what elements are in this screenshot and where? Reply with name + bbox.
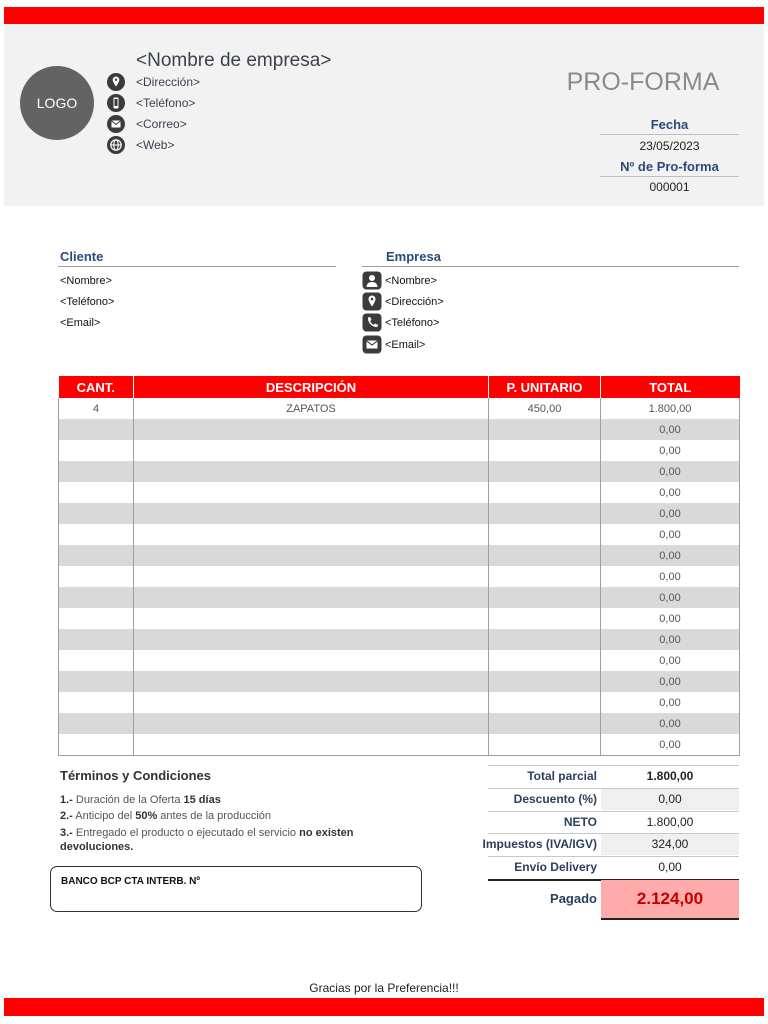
phone-icon <box>106 93 126 113</box>
cell-quantity <box>59 692 134 713</box>
cell-unit-price <box>489 545 601 566</box>
cell-unit-price <box>489 671 601 692</box>
contact-email-text: <Correo> <box>136 117 187 131</box>
contact-phone-text: <Teléfono> <box>136 96 196 110</box>
cell-quantity <box>59 503 134 524</box>
cell-unit-price <box>489 608 601 629</box>
subtotal-value: 1.800,00 <box>646 769 694 783</box>
contact-phone <box>106 93 195 113</box>
cell-description <box>134 650 489 671</box>
bank-account-box <box>50 866 422 912</box>
cell-total: 0,00 <box>601 461 740 482</box>
cell-total: 0,00 <box>601 440 740 461</box>
contact-web <box>106 135 174 155</box>
footer-thanks: Gracias por la Preferencia!!! <box>309 981 459 995</box>
number-divider <box>600 176 739 177</box>
cell-unit-price <box>489 734 601 756</box>
terms-title: Términos y Condiciones <box>60 768 211 783</box>
table-row <box>59 545 740 566</box>
cell-total: 0,00 <box>601 734 740 756</box>
cell-quantity <box>59 524 134 545</box>
cell-description <box>134 692 489 713</box>
company-logo: LOGO <box>20 66 94 140</box>
cell-description <box>134 608 489 629</box>
tax-value: 324,00 <box>601 834 739 855</box>
cell-quantity <box>59 713 134 734</box>
location-pin-icon <box>106 72 126 92</box>
client-phone: <Teléfono> <box>60 296 115 308</box>
cell-total: 0,00 <box>601 608 740 629</box>
cell-description <box>134 461 489 482</box>
subtotal-label: Total parcial <box>527 769 597 783</box>
company-address-text: <Dirección> <box>385 295 444 308</box>
table-row <box>59 671 740 692</box>
cell-quantity <box>59 629 134 650</box>
table-row <box>59 629 740 650</box>
cell-total: 0,00 <box>601 419 740 440</box>
discount-value: 0,00 <box>601 789 739 810</box>
paid-value: 2.124,00 <box>636 889 704 908</box>
table-header-row <box>59 376 740 398</box>
date-divider <box>600 134 739 135</box>
net-label: NETO <box>563 815 597 829</box>
tax-label: Impuestos (IVA/IGV) <box>482 837 597 851</box>
company-email-row <box>362 335 425 354</box>
top-accent-bar <box>4 7 764 24</box>
cell-description <box>134 671 489 692</box>
number-value: 000001 <box>649 180 690 194</box>
term-item: 2.- Anticipo del 50% antes de la producción <box>60 810 271 822</box>
cell-total: 0,00 <box>601 713 740 734</box>
mail-icon <box>106 114 126 134</box>
date-value: 23/05/2023 <box>639 139 700 153</box>
cell-quantity <box>59 419 134 440</box>
cell-quantity <box>59 734 134 756</box>
paid-label: Pagado <box>550 891 597 906</box>
cell-description <box>134 713 489 734</box>
term-item: 1.- Duración de la Oferta 15 días <box>60 794 221 806</box>
cell-description <box>134 440 489 461</box>
table-row <box>59 461 740 482</box>
cell-total: 1.800,00 <box>601 398 740 419</box>
company-name: <Nombre de empresa> <box>136 50 332 71</box>
cell-description <box>134 587 489 608</box>
cell-quantity <box>59 482 134 503</box>
cell-quantity <box>59 440 134 461</box>
company-address-row <box>362 292 444 311</box>
cell-total: 0,00 <box>601 524 740 545</box>
table-row <box>59 650 740 671</box>
cell-description <box>134 482 489 503</box>
bank-account-label: BANCO BCP CTA INTERB. Nº <box>61 876 201 887</box>
location-pin-icon <box>362 292 382 311</box>
date-label: Fecha <box>650 117 689 132</box>
table-row <box>59 734 740 756</box>
client-divider <box>58 266 336 267</box>
cell-unit-price: 450,00 <box>489 398 601 419</box>
header-quantity: CANT. <box>59 376 134 398</box>
delivery-label: Envío Delivery <box>514 860 597 874</box>
paid-bottom-rule <box>601 918 739 920</box>
table-row <box>59 419 740 440</box>
cell-description <box>134 545 489 566</box>
cell-unit-price <box>489 650 601 671</box>
cell-quantity <box>59 545 134 566</box>
cell-unit-price <box>489 419 601 440</box>
table-row <box>59 482 740 503</box>
table-row <box>59 440 740 461</box>
cell-description <box>134 419 489 440</box>
company-name-text: <Nombre> <box>385 274 437 287</box>
client-title: Cliente <box>60 249 104 264</box>
cell-quantity <box>59 608 134 629</box>
cell-unit-price <box>489 566 601 587</box>
phone-icon <box>362 313 382 332</box>
company-email-text: <Email> <box>385 338 426 351</box>
cell-unit-price <box>489 524 601 545</box>
cell-unit-price <box>489 482 601 503</box>
person-icon <box>362 271 382 290</box>
contact-email <box>106 114 187 134</box>
cell-description <box>134 524 489 545</box>
cell-unit-price <box>489 440 601 461</box>
company-phone-row <box>362 313 439 332</box>
table-row <box>59 566 740 587</box>
header-total: TOTAL <box>601 376 740 398</box>
client-email: <Email> <box>60 317 101 329</box>
cell-description <box>134 503 489 524</box>
cell-unit-price <box>489 629 601 650</box>
contact-address-text: <Dirección> <box>136 75 201 89</box>
cell-quantity <box>59 566 134 587</box>
cell-description: ZAPATOS <box>134 398 489 419</box>
contact-address <box>106 72 200 92</box>
table-row <box>59 608 740 629</box>
company-name-row <box>362 271 437 290</box>
cell-total: 0,00 <box>601 503 740 524</box>
cell-unit-price <box>489 692 601 713</box>
header-unit-price: P. UNITARIO <box>489 376 601 398</box>
cell-unit-price <box>489 713 601 734</box>
cell-total: 0,00 <box>601 587 740 608</box>
table-row <box>59 713 740 734</box>
header-description: DESCRIPCIÓN <box>134 376 489 398</box>
company-phone-text: <Teléfono> <box>385 316 440 329</box>
table-row <box>59 503 740 524</box>
cell-total: 0,00 <box>601 650 740 671</box>
discount-label: Descuento (%) <box>513 792 597 806</box>
company-divider <box>362 266 739 267</box>
cell-quantity <box>59 671 134 692</box>
cell-unit-price <box>489 503 601 524</box>
cell-quantity <box>59 461 134 482</box>
term-item: 3.- Entregado el producto o ejecutado el servicio no existen devoluciones. <box>60 827 354 853</box>
delivery-value: 0,00 <box>658 860 682 874</box>
cell-total: 0,00 <box>601 482 740 503</box>
table-row <box>59 524 740 545</box>
company-section-title: Empresa <box>386 249 441 264</box>
table-row <box>59 692 740 713</box>
table-row <box>59 587 740 608</box>
bottom-accent-bar <box>4 998 764 1016</box>
document-title: PRO-FORMA <box>566 68 720 96</box>
cell-total: 0,00 <box>601 629 740 650</box>
contact-web-text: <Web> <box>136 138 175 152</box>
mail-icon <box>362 335 382 354</box>
cell-total: 0,00 <box>601 671 740 692</box>
globe-icon <box>106 135 126 155</box>
cell-total: 0,00 <box>601 692 740 713</box>
cell-total: 0,00 <box>601 566 740 587</box>
cell-unit-price <box>489 587 601 608</box>
number-label: Nº de Pro-forma <box>620 159 719 174</box>
net-value: 1.800,00 <box>646 815 694 829</box>
cell-total: 0,00 <box>601 545 740 566</box>
items-table <box>58 376 740 756</box>
cell-description <box>134 629 489 650</box>
cell-quantity <box>59 650 134 671</box>
cell-quantity <box>59 587 134 608</box>
client-name: <Nombre> <box>60 275 112 287</box>
cell-unit-price <box>489 461 601 482</box>
cell-description <box>134 734 489 756</box>
cell-quantity: 4 <box>59 398 134 419</box>
table-row <box>59 398 740 419</box>
cell-description <box>134 566 489 587</box>
